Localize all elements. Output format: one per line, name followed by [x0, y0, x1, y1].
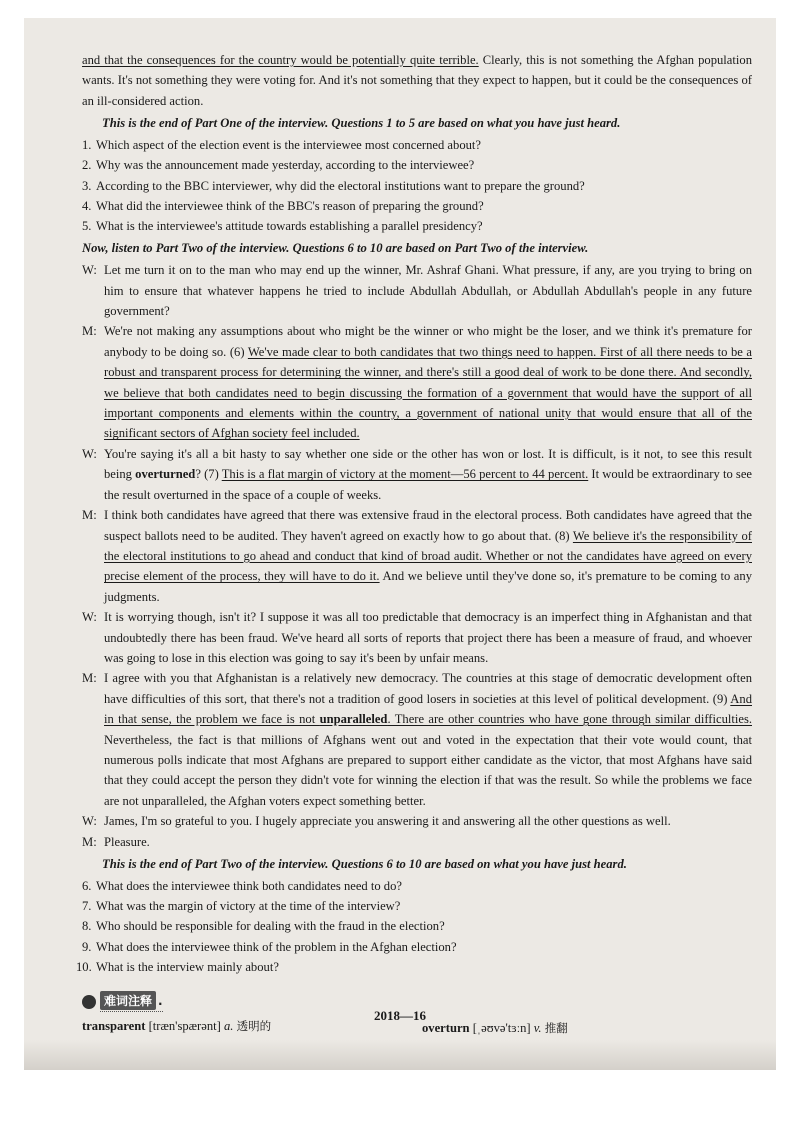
turn-text-part: We're not making any assumptions about who might be the winner or who might be the loser, and we think it's premature for anybody to be doing so. (6) [104, 324, 752, 359]
vocab-pos: v. [533, 1021, 542, 1036]
vocab-bold-overturned: overturned [135, 467, 196, 482]
page-content [76, 50, 753, 1060]
question-number: 9. [82, 939, 92, 954]
question-number: 8. [82, 919, 92, 934]
part-two-end: This is the end of Part Two of the interview. Questions 6 to 10 are based on what you have just heard. [102, 857, 627, 872]
question-text: What is the interview mainly about? [96, 959, 279, 974]
turn-text-part: . There are other countries who have gone through similar difficulties. [387, 712, 752, 727]
vocab-word: transparent [82, 1019, 146, 1034]
part-one-end: This is the end of Part One of the interview. Questions 1 to 5 are based on what you have just heard. [102, 116, 621, 131]
question-number: 4. [82, 198, 92, 213]
question-text: According to the BBC interviewer, why did the electoral institutions want to prepare the ground? [96, 178, 585, 193]
turn-text-part: You're saying it's all a bit hasty to say whether one side or the other has won or lost. It is difficult, is it not, to see this result being [104, 446, 752, 482]
question-item [82, 155, 752, 175]
question-text: What did the interviewee think of the BBC's reason of preparing the ground? [96, 198, 484, 213]
question-number: 10. [76, 959, 92, 974]
turn-text [104, 668, 752, 811]
turn-text-part: I agree with you that Afghanistan is a relatively new democracy. The countries at this stage of democratic development often have difficulties of this sort, that there's not a tradition of good losers in societies at this level of political development. (9) [104, 671, 752, 706]
question-item [82, 876, 752, 896]
question-item [82, 176, 752, 196]
question-item [82, 896, 752, 916]
dialogue-turn [82, 505, 752, 607]
question-number: 3. [82, 178, 92, 193]
question-number: 1. [82, 138, 92, 153]
turn-text: James, I'm so grateful to you. I hugely appreciate you answering it and answering all the other questions as well. [104, 814, 671, 829]
questions-part-two [76, 876, 752, 977]
question-text: What is the interviewee's attitude towards establishing a parallel presidency? [96, 219, 483, 234]
vocab-word: overturn [422, 1021, 470, 1036]
turn-text-part: ? (7) [195, 467, 222, 482]
dialogue-turn [82, 321, 753, 443]
vocab-meaning: 推翻 [544, 1021, 568, 1036]
speaker-label: M: [82, 508, 97, 523]
question-text: What does the interviewee think of the problem in the Afghan election? [96, 939, 457, 954]
page-number: 2018—16 [374, 1008, 426, 1023]
dialogue-turn [82, 668, 752, 811]
question-item [82, 937, 752, 957]
question-text: Who should be responsible for dealing with the fraud in the election? [96, 919, 445, 934]
turn-text [104, 444, 752, 505]
intro-paragraph [82, 50, 752, 111]
question-text: Why was the announcement made yesterday, according to the interviewee? [96, 158, 475, 173]
question-item [82, 196, 752, 216]
question-text: Which aspect of the election event is the interviewee most concerned about? [96, 138, 482, 153]
scanned-page [24, 18, 776, 1070]
answer-6-underlined: We've made clear to both candidates that two things need to happen. First of all there needs to be a robust and transparent process for determining the winner, and there's still a good deal of work to be done there. And secondly, we believe that both candidates need to begin discussing the formation of a government that would have the support of all important components and elements within the country, a government of national unity that would ensure that all of the significant sectors of Afghan society feel included. [104, 344, 753, 441]
question-text: What does the interviewee think both candidates need to do? [96, 879, 402, 894]
turn-text [104, 505, 752, 607]
question-item [82, 916, 752, 936]
turn-text-part: Nevertheless, the fact is that millions of Afghans went out and voted in the expectation that their vote would count, that numerous polls indicate that most Afghans are prepared to support either candidate as the victor, that most Afghans have said that they could accept the person they didn't vote for winning the election if that was the result. So while the problems we face are not unparalleled, the Afghan voters expect something better. [104, 732, 752, 808]
notes-heading: 难词注释 . [100, 991, 163, 1012]
vocab-phonetic: [træn'spærənt] [148, 1019, 221, 1034]
dialogue-turn [82, 811, 752, 831]
question-item [82, 135, 752, 155]
intro-rest: Clearly, this is not something the Afghan population wants. It's not something they were voting for. And it's not something that they expect to happen, but it could be the consequences of an ill-considered action. [82, 53, 752, 108]
notes-heading-text: 难词注释 [100, 991, 156, 1010]
notes-bullet-icon [82, 995, 96, 1009]
question-text: What was the margin of victory at the time of the interview? [96, 899, 401, 914]
question-number: 6. [82, 879, 92, 894]
speaker-label: W: [82, 263, 97, 278]
turn-text [104, 321, 752, 443]
question-number: 7. [82, 899, 92, 914]
speaker-label: M: [82, 834, 97, 849]
answer-7-underlined: This is a flat margin of victory at the moment—56 percent to 44 percent. [221, 467, 589, 482]
vocab-pos: a. [223, 1019, 234, 1034]
questions-part-one [82, 135, 752, 236]
question-item [76, 957, 752, 977]
dialogue-turn [82, 444, 753, 505]
speaker-label: W: [82, 814, 97, 829]
speaker-label: M: [82, 671, 97, 686]
dialogue-turn [82, 607, 752, 668]
dialogue-turn [82, 832, 752, 852]
turn-text: It is worrying though, isn't it? I suppose it was all too predictable that democracy is an imperfect thing in Afghanistan and that undoubtedly there has been fraud. We've heard all sorts of reports that project there has been a measure of fraud, and whoever was going to lose in this election was going to say it's been by unfair means. [104, 610, 752, 665]
vocab-meaning: 透明的 [236, 1019, 272, 1034]
page-fold-shadow [24, 1040, 776, 1070]
speaker-label: W: [82, 446, 97, 461]
dialogue [82, 260, 752, 852]
turn-text: Pleasure. [104, 834, 150, 849]
vocab-bold-unparalleled: unparalleled [319, 712, 388, 727]
turn-text-part: And we believe until they've done so, it's premature to be coming to any judgments. [104, 569, 752, 604]
dialogue-turn [82, 260, 752, 321]
speaker-label: M: [82, 324, 97, 339]
intro-underlined: and that the consequences for the country would be potentially quite terrible. [82, 53, 479, 67]
turn-text-part: It would be extraordinary to see the result overturned in the space of a couple of weeks. [104, 467, 753, 502]
speaker-label: W: [82, 610, 97, 625]
vocab-phonetic: [ˌəʊvə'tɜːn] [472, 1021, 531, 1036]
part-two-intro: Now, listen to Part Two of the interview. Questions 6 to 10 are based on Part Two of the interview. [82, 241, 589, 256]
question-number: 5. [82, 219, 92, 234]
turn-text-part: I think both candidates have agreed that there was extensive fraud in the electoral process. Both candidates have agreed that the suspect ballots need to be audited. They haven't agreed on exactly how to go about that. (8) [104, 508, 752, 543]
turn-text: Let me turn it on to the man who may end up the winner, Mr. Ashraf Ghani. What pressure, if any, are you trying to bring on him to ensure that whatever happens he tried to include Abdullah Abdullah, or Abdullah Abdullah's people in any future government? [104, 263, 752, 319]
turn-text-part: And in that sense, the problem we face is not [104, 691, 752, 727]
answer-8-underlined: We believe it's the responsibility of the electoral institutions to go ahead and conduct that kind of broad audit. Whether or not the candidates have agreed on every precise element of the process, they will have to do it. [104, 528, 752, 584]
question-item [82, 216, 752, 236]
question-number: 2. [82, 158, 92, 173]
